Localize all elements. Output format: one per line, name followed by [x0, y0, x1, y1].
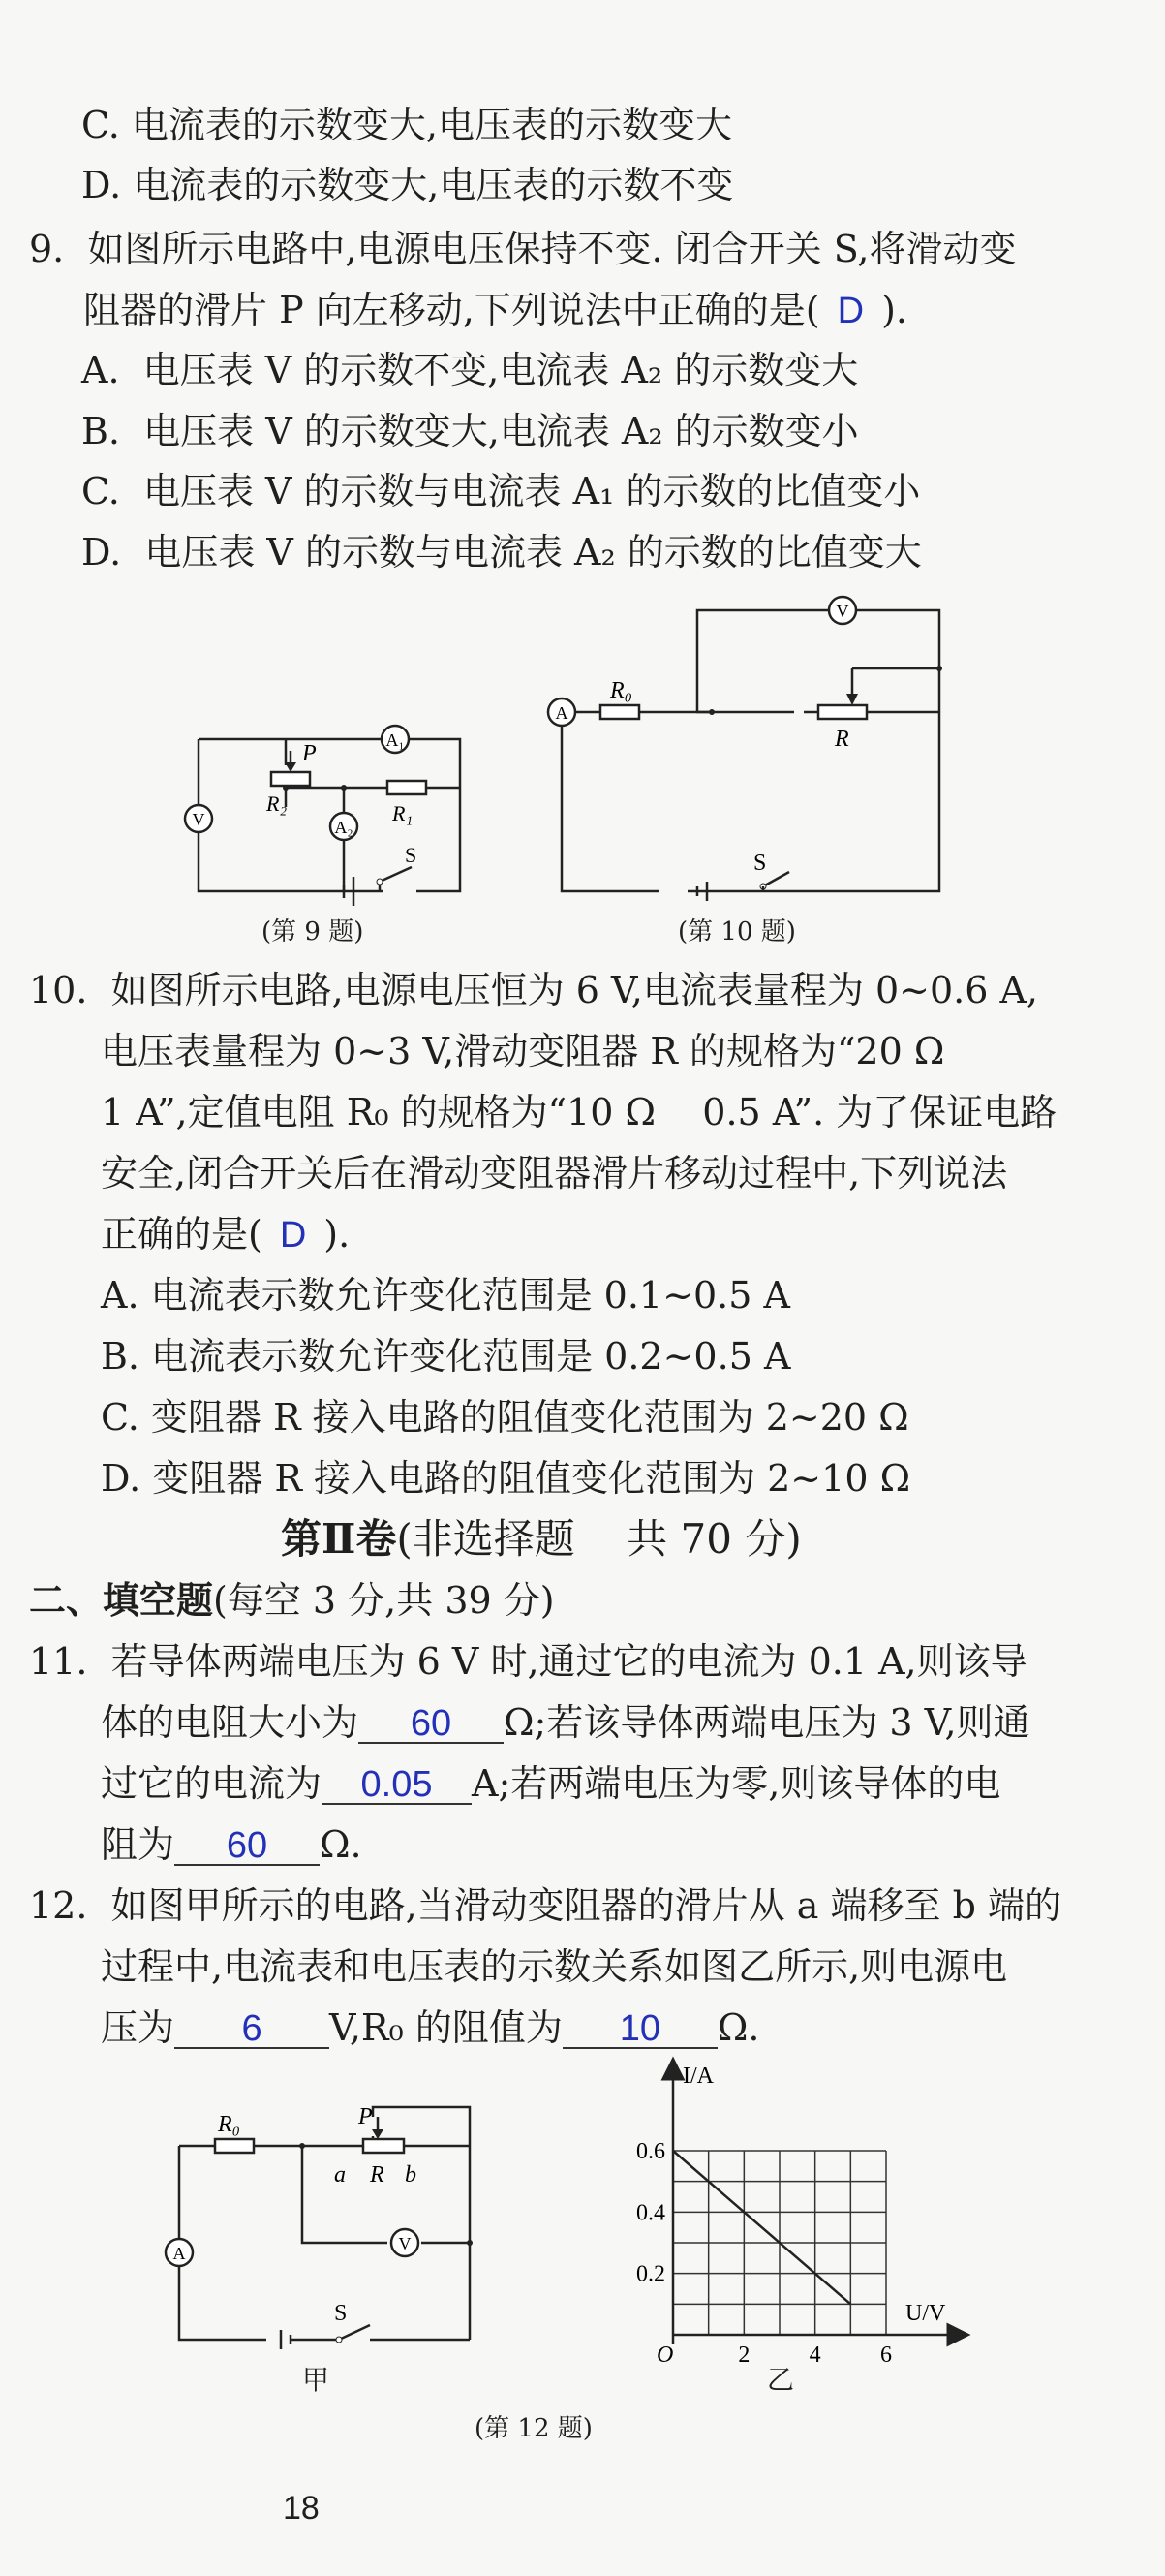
q10-label-s: S — [753, 851, 767, 876]
q12-caption-yi: 乙 — [767, 2364, 795, 2396]
q11-stem-line4: 阻为 60 Ω. — [101, 1823, 362, 1866]
q10-stem-line5: 正确的是( D ). — [101, 1213, 351, 1256]
q12-blank-2: 10 — [563, 2004, 718, 2049]
q9-label-v: V — [192, 810, 205, 829]
q12-label-v: V — [398, 2234, 412, 2253]
q9-label-s: S — [405, 843, 417, 867]
q10-stem-line4: 安全,闭合开关后在滑动变阻器滑片移动过程中,下列说法 — [101, 1152, 1008, 1195]
q12-blank-1: 6 — [174, 2004, 329, 2049]
q12-stem-line2: 过程中,电流表和电压表的示数关系如图乙所示,则电源电 — [101, 1945, 1008, 1988]
q9-option-c: C. 电压表 V 的示数与电流表 A₁ 的示数的比值变小 — [81, 470, 921, 512]
q10-option-d: D. 变阻器 R 接入电路的阻值变化范围为 2~10 Ω — [101, 1457, 911, 1500]
chart-series-line — [673, 2151, 850, 2304]
q10-label-v: V — [836, 602, 849, 621]
q9-label-p: P — [302, 741, 317, 766]
chart-y-label: I/A — [683, 2064, 714, 2089]
q9-r1-resistor — [387, 781, 426, 794]
q10-label-r0: R₀ — [610, 678, 633, 703]
q9-answer: D — [837, 291, 865, 331]
q9-option-a: A. 电压表 V 的示数不变,电流表 A₂ 的示数变大 — [81, 349, 859, 391]
q10-circuit-diagram — [523, 591, 968, 911]
chart-x-tick-label: 6 — [880, 2343, 892, 2368]
q12-stem-line3: 压为 6 V,R₀ 的阻值为 10 Ω. — [101, 2006, 760, 2049]
q10-answer: D — [279, 1215, 307, 1256]
q12-rheostat — [363, 2139, 404, 2153]
q8-option-d: D. 电流表的示数变大,电压表的示数不变 — [81, 164, 734, 206]
q12-label-r0: R₀ — [218, 2112, 241, 2137]
q12-chart-yi — [581, 2054, 968, 2368]
q9-option-b: B. 电压表 V 的示数变大,电流表 A₂ 的示数变小 — [81, 410, 859, 452]
q9-stem-line2: 阻器的滑片 P 向左移动,下列说法中正确的是( D ). — [83, 289, 907, 331]
section-fill-blank-heading: 二、填空题(每空 3 分,共 39 分) — [29, 1578, 555, 1622]
q11-stem-line1: 11. 若导体两端电压为 6 V 时,通过它的电流为 0.1 A,则该导 — [29, 1640, 1027, 1683]
part2-title: 第Ⅱ卷(非选择题 共 70 分) — [281, 1515, 802, 1563]
page-number: 18 — [283, 2490, 320, 2527]
q10-caption: (第 10 题) — [678, 917, 796, 947]
q10-stem-line3: 1 A”,定值电阻 R₀ 的规格为“10 Ω 0.5 A”. 为了保证电路 — [101, 1091, 1058, 1133]
chart-origin-label: O — [657, 2343, 674, 2368]
q12-label-s: S — [334, 2301, 348, 2326]
q10-r0-resistor — [600, 705, 639, 719]
q9-circuit-diagram — [174, 712, 484, 906]
q12-caption: (第 12 题) — [475, 2414, 593, 2443]
chart-x-tick-label: 4 — [809, 2343, 821, 2368]
chart-x-label: U/V — [905, 2301, 946, 2326]
q12-label-r: R — [370, 2162, 384, 2188]
q9-caption: (第 9 题) — [261, 917, 364, 947]
q12-label-p: P — [358, 2104, 373, 2129]
q12-circuit-jia — [145, 2102, 504, 2383]
q10-option-b: B. 电流表示数允许变化范围是 0.2~0.5 A — [101, 1335, 791, 1378]
chart-x-tick-label: 2 — [738, 2343, 751, 2368]
chart-y-tick-label: 0.4 — [636, 2200, 665, 2226]
chart-y-tick-label: 0.2 — [636, 2261, 665, 2287]
q10-label-a: A — [555, 703, 568, 723]
q9-r2-resistor — [271, 772, 310, 786]
q12-stem-line1: 12. 如图甲所示的电路,当滑动变阻器的滑片从 a 端移至 b 端的 — [29, 1884, 1061, 1927]
q9-label-r1: R₁ — [392, 801, 414, 825]
q9-label-r2: R₂ — [266, 791, 288, 816]
q12-label-b-end: b — [405, 2162, 416, 2188]
q9-option-d: D. 电压表 V 的示数与电流表 A₂ 的示数的比值变大 — [81, 531, 922, 574]
q10-option-a: A. 电流表示数允许变化范围是 0.1~0.5 A — [101, 1274, 790, 1317]
q11-blank-3: 60 — [174, 1821, 320, 1866]
q10-label-r: R — [835, 727, 849, 752]
q11-blank-1: 60 — [358, 1699, 504, 1744]
q8-option-c: C. 电流表的示数变大,电压表的示数变大 — [81, 104, 732, 146]
q12-r0-resistor — [215, 2139, 254, 2153]
q11-stem-line2: 体的电阻大小为 60 Ω;若该导体两端电压为 3 V,则通 — [101, 1701, 1030, 1744]
q10-stem-line2: 电压表量程为 0~3 V,滑动变阻器 R 的规格为“20 Ω — [101, 1030, 945, 1072]
q12-label-a-end: a — [334, 2162, 346, 2188]
q12-caption-jia: 甲 — [302, 2364, 330, 2396]
q11-stem-line3: 过它的电流为 0.05 A;若两端电压为零,则该导体的电 — [101, 1762, 1001, 1805]
q10-option-c: C. 变阻器 R 接入电路的阻值变化范围为 2~20 Ω — [101, 1396, 909, 1439]
q10-stem-line1: 10. 如图所示电路,电源电压恒为 6 V,电流表量程为 0~0.6 A, — [29, 969, 1039, 1011]
chart-y-tick-label: 0.6 — [636, 2139, 665, 2164]
q12-label-a: A — [172, 2244, 186, 2263]
q10-r-rheostat — [818, 705, 867, 719]
q11-blank-2: 0.05 — [322, 1760, 472, 1805]
q9-stem-line1: 9. 如图所示电路中,电源电压保持不变. 闭合开关 S,将滑动变 — [29, 228, 1017, 270]
q9-label-a2: A₂ — [334, 818, 353, 837]
q9-label-a1: A₁ — [385, 730, 405, 750]
